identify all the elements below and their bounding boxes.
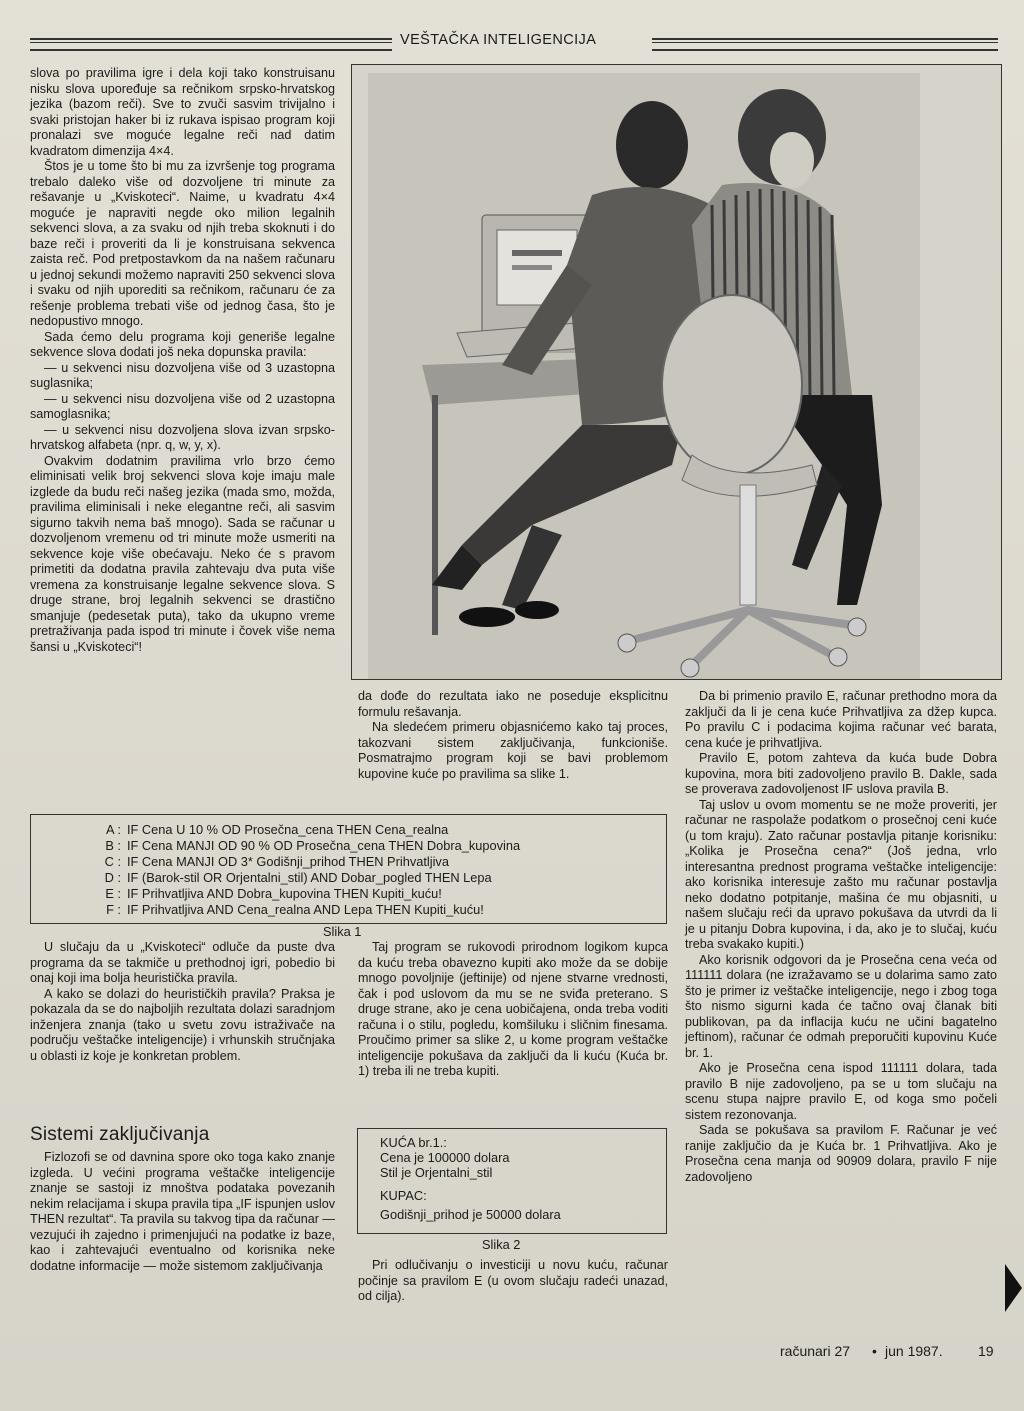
rule-label: C : [104, 854, 121, 869]
header-rule-left [30, 38, 392, 51]
rule-text: IF Prihvatljiva AND Cena_realna AND Lepa THEN Kupiti_kuću! [127, 902, 484, 917]
section-heading: Sistemi zaključivanja [30, 1124, 210, 1145]
header-rule-right [652, 38, 998, 51]
figure-1-caption: Slika 1 [323, 924, 362, 939]
paragraph: slova po pravilima igre i dela koji tako konstruisanu nisku slova upoređuje sa rečnikom srpsko-hrvatskog jezika (bazom reči). Sve to zvuči sasvim trivijalno i svaki pristojan haker bi iz rukava ispisao program koji pronalazi sve moguće legalne reči nad datim kvadratom dimenzija 4×4. [30, 66, 335, 158]
buyer-income: Godišnji_prihod je 50000 dolara [380, 1207, 561, 1222]
paragraph: Da bi primenio pravilo E, računar prethodno mora da zaključi da li je cena kuće Prihvatljiva za džep kupca. Po pravilu C i podacima kojima računar već barata, cena kuće je prihvatljiva. [685, 689, 997, 750]
house-style: Stil je Orjentalni_stil [380, 1165, 493, 1180]
paragraph: Ovakvim dodatnim pravilima vrlo brzo ćemo eliminisati velik broj sekvenci slova koje imaju male izglede da budu reči našeg jezika (mada smo, možda, pravilima eliminisali i neke elegantne reči, ali sasvim sigurno takvih nema baš mnogo). Sada se računar u dozvoljenom vremenu od tri minute može usmeriti na sekvence koje više obećavaju. Neko će s pravom primetiti da dodatna pravila zahtevaju dva puta više vremena za konstruisanje legalne sekvence slova. S druge strane, broj legalnih sekvenci se drastično smanjuje (pedesetak puta), tako da ukupno vreme pretraživanja pada ispod tri minute i čovek više nema šansi u „Kviskoteci“! [30, 453, 335, 654]
paragraph: Sada se pokušava sa pravilom F. Računar je već ranije zaključio da je Kuća br. 1 Prihvatljiva. Ako je Prosečna cena manja od 90909 dolara, pravilo F nije zadovoljeno [685, 1123, 997, 1184]
page-number: 19 [978, 1343, 994, 1359]
paragraph: Sada ćemo delu programa koji generiše legalne sekvence slova dodati još neka dopunska pravila: [30, 329, 335, 359]
paragraph: Štos je u tome što bi mu za izvršenje tog programa trebalo daleko više od dozvoljene tri minute za rešavanje u „Kviskoteci“. Naime, u kvadratu 4×4 moguće je napraviti negde oko milion legalnih sekvenci slova, a za svaku od njih treba skoknuti i do baze reči i proveriti da li je konstruisana sekvenca zaista reč. Pod pretpostavkom da na našem računaru u jednoj sekundi možemo napraviti 250 sekvenci slova i svaku od njih uporediti sa rečnikom, računaru će za rešenje problema trebati više od jednog časa, što je nedopustivo mnogo. [30, 159, 335, 328]
paragraph: da dođe do rezultata iako ne poseduje eksplicitnu formulu rešavanja. [358, 689, 668, 719]
rule-text: IF Cena MANJI OD 3* Godišnji_prihod THEN Prihvatljiva [127, 854, 449, 869]
list-item: — u sekvenci nisu dozvoljena više od 3 uzastopna suglasnika; [30, 360, 335, 390]
column-1-bottom [30, 940, 335, 1064]
photo-illustration [352, 65, 1001, 679]
rule-text: IF (Barok-stil OR Orjentalni_stil) AND Dobar_pogled THEN Lepa [127, 870, 492, 885]
photo-couple-at-computer [351, 64, 1002, 680]
section-header [30, 30, 998, 56]
rules-figure [30, 814, 667, 924]
rule-text: IF Prihvatljiva AND Dobra_kupovina THEN Kupiti_kuću! [127, 886, 442, 901]
paragraph: Fizlozofi se od davnina spore oko toga kako znanje izgleda. U većini programa veštačke inteligencije znanje se sastoji iz mnoštva podataka povezanih nekim relacijama i skupa pravila tipa „IF ispunjen uslov THEN rezultat“. Ta pravila su takvog tipa da računar — vezujući ih zajedno i primenjujući na podatke iz baze, kao i zahtevajući eventualno od korisnika neke dodatne informacije — može sistemom zaključivanja [30, 1150, 335, 1273]
footer-issue: jun 1987. [885, 1343, 943, 1359]
rule-label: E : [105, 886, 121, 901]
paragraph: Taj program se rukovodi prirodnom logikom kupca da kuću treba obavezno kupiti ako može da se dobije mnogo povoljnije (jeftinije) od njene stvarne vrednosti, čak i pod uslovom da mu se ne sviđa preterano. S druge strane, ako je cena uobičajena, onda treba voditi računa i o stilu, pogledu, komšiluku i sličnim finesama. Proučimo primer sa slike 2, u kome program veštačke inteligencije pokušava da zaključi da li kuću (Kuća br. 1) treba ili ne treba kupiti. [358, 940, 668, 1078]
column-3 [685, 689, 997, 1185]
rule-label: A : [106, 822, 121, 837]
figure-2-caption: Slika 2 [482, 1237, 521, 1252]
list-item: — u sekvenci nisu dozvoljena slova izvan srpsko-hrvatskog alfabeta (npr. q, w, y, x). [30, 422, 335, 452]
house-title: KUĆA br.1.: [380, 1135, 447, 1150]
rule-label: D : [104, 870, 121, 885]
column-1-top [30, 66, 335, 655]
footer-bullet-icon: • [872, 1343, 877, 1359]
rule-text: IF Cena MANJI OD 90 % OD Prosečna_cena THEN Dobra_kupovina [127, 838, 521, 853]
list-item: — u sekvenci nisu dozvoljena više od 2 uzastopna samoglasnika; [30, 391, 335, 421]
paragraph: U slučaju da u „Kviskoteci“ odluče da puste dva programa da se takmiče u prethodnoj igri, pobedio bi onaj koji ima bolja heuristička pravila. [30, 940, 335, 985]
section-title: VEŠTAČKA INTELIGENCIJA [400, 32, 597, 48]
house-data-figure [357, 1128, 667, 1234]
rule-label: B : [105, 838, 121, 853]
paragraph: Pri odlučivanju o investiciji u novu kuću, računar počinje sa pravilom E (u ovom slučaju radeći unazad, od cilja). [358, 1258, 668, 1303]
paragraph: Taj uslov u ovom momentu se ne može proveriti, jer računar ne raspolaže podatkom o prosečnoj ceni kuće (u tom kraju). Zato računar postavlja pitanje korisniku: „Kolika je Prosečna cena?“ (Još jedna, vrlo interesantna prednost programa veštačke inteligencije: ako korisnika interesuje zašto mu računar postavlja neko dodatno potpitanje, mašina će mu objasniti, u našem slučaju reći da upravo pokušava da utvrdi da li je u pitanju Dobra kupovina, i da, ako je to slučaj, kuću treba svakako kupiti.) [685, 797, 997, 951]
rule-label: F : [106, 902, 121, 917]
house-price: Cena je 100000 dolara [380, 1150, 510, 1165]
continue-arrow-icon [1005, 1264, 1022, 1312]
paragraph: Pravilo E, potom zahteva da kuća bude Dobra kupovina, mora biti zadovoljeno pravilo B. Dakle, sada se proverava zadovoljenost IF uslova pravila B. [685, 751, 997, 796]
column-2-top [358, 689, 668, 782]
paragraph: Na sledećem primeru objasnićemo kako taj proces, takozvani sistem zaključivanja, funkcioniše. Posmatrajmo program koji se bavi problemom kupovine kuće po pravilima sa slike 1. [358, 720, 668, 781]
column-2-end [358, 1258, 668, 1305]
paragraph: A kako se dolazi do heurističkih pravila? Praksa je pokazala da se do najboljih rezultata dolazi saradnjom inženjera znanja (tako u svetu zovu istraživače na području veštačke inteligencije) i vrhunskih stručnjaka u oblasti iz koje je konkretan problem. [30, 986, 335, 1063]
rule-text: IF Cena U 10 % OD Prosečna_cena THEN Cena_realna [127, 822, 449, 837]
footer-magazine: računari 27 [780, 1343, 851, 1359]
paragraph: Ako je Prosečna cena ispod 111111 dolara, tada pravilo B nije zadovoljeno, pa se u tom slučaju na scenu stupa najpre pravilo E, od koga smo počeli sistem rezonovanja. [685, 1061, 997, 1122]
column-1-section [30, 1150, 335, 1274]
buyer-title: KUPAC: [380, 1188, 427, 1203]
column-2-bottom [358, 940, 668, 1080]
paragraph: Ako korisnik odgovori da je Prosečna cena veća od 111111 dolara (ne izražavamo se u dolarima samo zato što je primer iz veštačke inteligencije, nego i zbog toga što nismo sigurni kada će tačno ovaj članak biti publikovan, pa da inflacija kuću ne učini bagatelno jeftinom), računar će odmah preporučiti kupovinu Kuće br. 1. [685, 952, 997, 1060]
